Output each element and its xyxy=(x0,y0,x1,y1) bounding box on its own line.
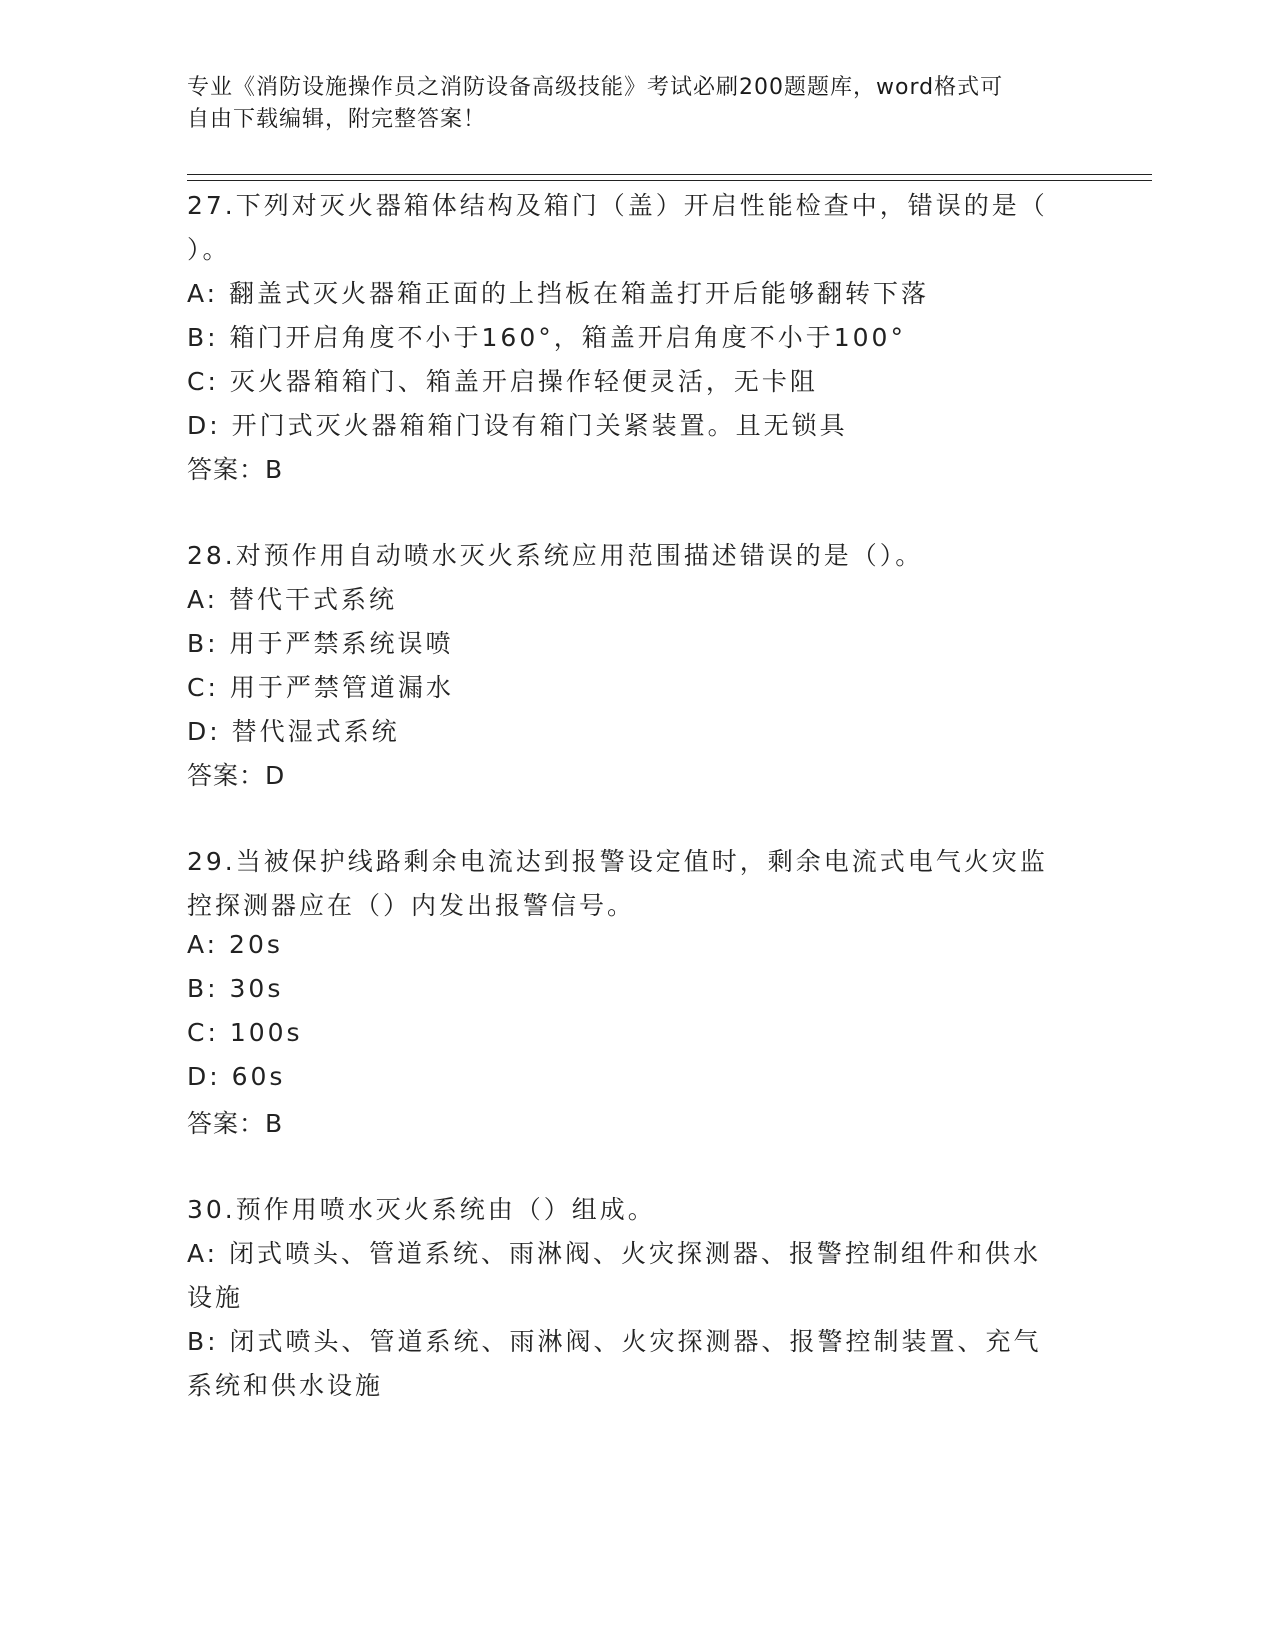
header-line-1: 专业《消防设施操作员之消防设备高级技能》考试必刷200题题库，word格式可 xyxy=(187,75,1004,100)
question-29-option-b: B: 30s xyxy=(187,974,284,1003)
question-29-answer: 答案：B xyxy=(187,1109,284,1138)
question-29-option-c: C: 100s xyxy=(187,1018,303,1047)
header-divider-bottom xyxy=(187,180,1152,181)
question-27-stem-line-1: 27.下列对灭火器箱体结构及箱门（盖）开启性能检查中，错误的是（ xyxy=(187,191,1048,220)
question-30-option-b-line-1: B: 闭式喷头、管道系统、雨淋阀、火灾探测器、报警控制装置、充气 xyxy=(187,1327,1042,1356)
question-27-answer: 答案：B xyxy=(187,455,284,484)
question-29-stem-line-1: 29.当被保护线路剩余电流达到报警设定值时，剩余电流式电气火灾监 xyxy=(187,847,1048,876)
question-28-option-c: C: 用于严禁管道漏水 xyxy=(187,673,454,702)
question-28-stem-line-1: 28.对预作用自动喷水灭火系统应用范围描述错误的是（）。 xyxy=(187,541,924,570)
question-27-option-b: B: 箱门开启角度不小于160°，箱盖开启角度不小于100° xyxy=(187,323,906,352)
question-27-option-d: D: 开门式灭火器箱箱门设有箱门关紧装置。且无锁具 xyxy=(187,411,848,440)
question-28-option-a: A: 替代干式系统 xyxy=(187,585,398,614)
question-27-option-a: A: 翻盖式灭火器箱正面的上挡板在箱盖打开后能够翻转下落 xyxy=(187,279,930,308)
question-29-stem-line-2: 控探测器应在（）内发出报警信号。 xyxy=(187,891,636,920)
question-28-option-b: B: 用于严禁系统误喷 xyxy=(187,629,454,658)
question-29-option-a: A: 20s xyxy=(187,930,283,959)
question-30-option-b-line-2: 系统和供水设施 xyxy=(187,1371,384,1400)
question-30-option-a-line-2: 设施 xyxy=(187,1283,244,1312)
header-line-2: 自由下载编辑，附完整答案！ xyxy=(187,107,487,132)
header-divider-top xyxy=(187,174,1152,175)
question-27-stem-line-2: ）。 xyxy=(187,235,231,264)
question-30-stem-line-1: 30.预作用喷水灭火系统由（）组成。 xyxy=(187,1195,656,1224)
question-28-option-d: D: 替代湿式系统 xyxy=(187,717,400,746)
question-28-answer: 答案：D xyxy=(187,761,286,790)
question-29-option-d: D: 60s xyxy=(187,1062,286,1091)
question-27-option-c: C: 灭火器箱箱门、箱盖开启操作轻便灵活，无卡阻 xyxy=(187,367,818,396)
question-30-option-a-line-1: A: 闭式喷头、管道系统、雨淋阀、火灾探测器、报警控制组件和供水 xyxy=(187,1239,1042,1268)
document-header xyxy=(187,72,1067,136)
